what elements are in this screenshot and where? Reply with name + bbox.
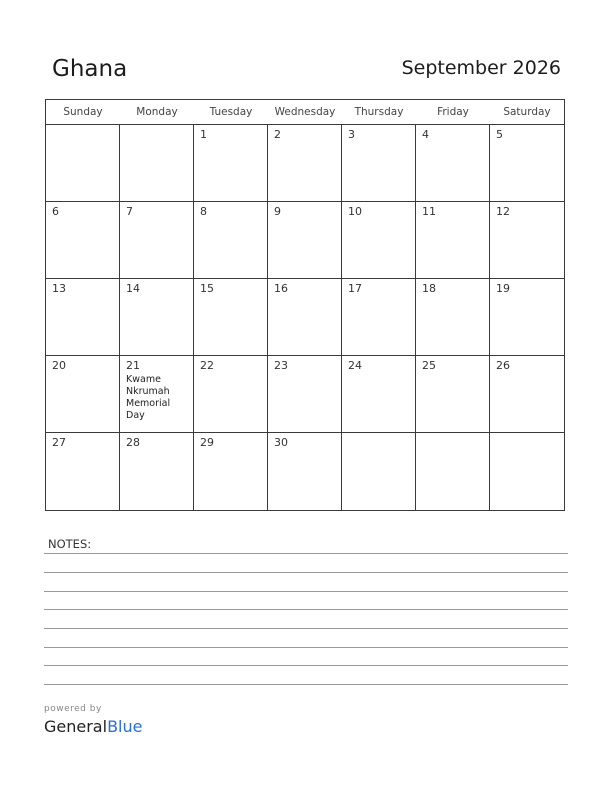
note-line [44,665,568,666]
day-cell [120,433,194,510]
day-number: 21 [126,359,140,372]
day-number: 29 [200,436,214,449]
note-line [44,572,568,573]
day-number: 24 [348,359,362,372]
day-cell [46,433,120,510]
day-cell [342,125,416,202]
day-number: 17 [348,282,362,295]
day-cell [194,433,268,510]
day-number: 14 [126,282,140,295]
day-cell [46,279,120,356]
day-cell [416,202,490,279]
day-cell [268,202,342,279]
day-cell [490,279,564,356]
day-number: 9 [274,205,281,218]
generalblue-logo [44,704,142,737]
note-line [44,609,568,610]
day-number: 28 [126,436,140,449]
day-cell [416,279,490,356]
day-number: 7 [126,205,133,218]
day-number: 2 [274,128,281,141]
day-number: 25 [422,359,436,372]
day-cell [342,202,416,279]
note-line [44,591,568,592]
day-number: 27 [52,436,66,449]
day-cell [194,356,268,433]
day-number: 11 [422,205,436,218]
day-cell [194,125,268,202]
day-cell [490,356,564,433]
day-cell [268,356,342,433]
weekday-saturday: Saturday [503,106,551,118]
weekday-thursday: Thursday [354,106,404,118]
day-cell [46,356,120,433]
day-cell [120,202,194,279]
day-cell [120,356,194,433]
day-cell [46,202,120,279]
day-cell [342,356,416,433]
day-cell [490,433,564,510]
day-number: 1 [200,128,207,141]
brand-name-blue: Blue [107,717,143,736]
weekday-tuesday: Tuesday [209,106,253,118]
powered-by-text: powered by [44,704,102,714]
weekday-sunday: Sunday [63,106,103,118]
day-number: 6 [52,205,59,218]
day-number: 5 [496,128,503,141]
day-cell [120,279,194,356]
day-number: 13 [52,282,66,295]
day-number: 23 [274,359,288,372]
note-line [44,553,568,554]
day-cell [194,279,268,356]
day-cell [342,279,416,356]
day-number: 19 [496,282,510,295]
day-cell [416,433,490,510]
day-cell [416,125,490,202]
calendar-grid [45,99,565,511]
day-number: 22 [200,359,214,372]
month-year-title: September 2026 [401,57,561,79]
day-number: 18 [422,282,436,295]
day-cell [490,202,564,279]
brand-name [44,717,142,737]
day-cells [46,125,564,510]
day-number: 8 [200,205,207,218]
note-line [44,628,568,629]
brand-name-general: General [44,717,108,736]
day-number: 4 [422,128,429,141]
weekday-header-row [46,100,564,125]
day-number: 12 [496,205,510,218]
day-number: 3 [348,128,355,141]
day-cell [490,125,564,202]
weekday-friday: Friday [437,106,469,118]
day-cell [46,125,120,202]
day-cell [268,125,342,202]
country-title: Ghana [52,56,128,82]
weekday-wednesday: Wednesday [274,106,336,118]
day-number: 26 [496,359,510,372]
day-cell [120,125,194,202]
day-cell [416,356,490,433]
day-cell [268,279,342,356]
holiday-label: Kwame Nkrumah Memorial Day [126,374,171,421]
day-cell [342,433,416,510]
weekday-monday: Monday [136,106,178,118]
note-line [44,684,568,685]
day-number: 16 [274,282,288,295]
notes-label: NOTES: [48,537,92,551]
day-cell [268,433,342,510]
day-number: 15 [200,282,214,295]
note-line [44,647,568,648]
day-cell [194,202,268,279]
day-number: 10 [348,205,362,218]
day-number: 20 [52,359,66,372]
day-number: 30 [274,436,288,449]
